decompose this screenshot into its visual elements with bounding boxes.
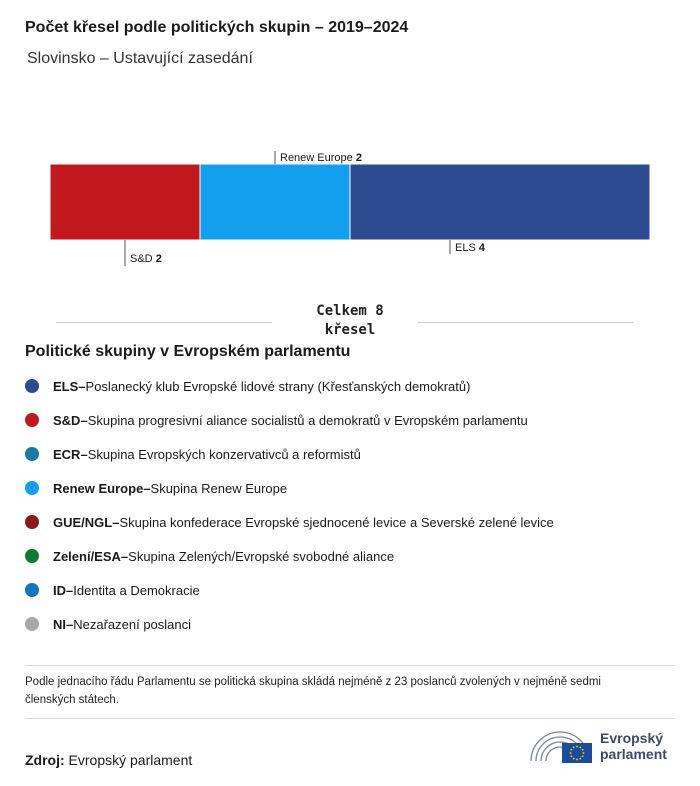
bar-segment-s-d[interactable] bbox=[50, 164, 200, 240]
legend-color-dot bbox=[25, 413, 39, 427]
legend-name: Nezařazení poslanci bbox=[73, 616, 192, 632]
bar-label-s-d: S&D 2 bbox=[130, 253, 162, 265]
european-parliament-logo[interactable] bbox=[528, 727, 667, 765]
legend-color-dot bbox=[25, 549, 39, 563]
flag-star-icon bbox=[570, 752, 572, 754]
flag-star-icon bbox=[583, 752, 585, 754]
legend-item: S&D – Skupina progresivní aliance socialistů a demokratů v Evropském parlamentu bbox=[25, 403, 554, 437]
legend-item: ELS – Poslanecký klub Evropské lidové strany (Křesťanských demokratů) bbox=[25, 369, 554, 403]
legend-color-dot bbox=[25, 515, 39, 529]
legend-abbr: ID bbox=[53, 582, 66, 598]
flag-star-icon bbox=[570, 749, 572, 751]
legend-color-dot bbox=[25, 583, 39, 597]
logo-text bbox=[600, 730, 667, 762]
divider bbox=[25, 718, 675, 719]
legend-name: Identita a Demokracie bbox=[73, 582, 200, 598]
total-seats-count: Celkem 8 bbox=[316, 303, 384, 319]
legend-abbr: ECR bbox=[53, 446, 81, 462]
legend-color-dot bbox=[25, 379, 39, 393]
flag-star-icon bbox=[579, 746, 581, 748]
legend-abbr: Zelení/ESA bbox=[53, 548, 121, 564]
legend-name: Skupina Evropských konzervativců a reformistů bbox=[87, 446, 361, 462]
flag-star-icon bbox=[576, 759, 578, 761]
legend-item: Renew Europe – Skupina Renew Europe bbox=[25, 471, 554, 505]
flag-star-icon bbox=[573, 746, 575, 748]
legend-name: Skupina Zelených/Evropské svobodné aliance bbox=[128, 548, 395, 564]
legend-item: ID – Identita a Demokracie bbox=[25, 573, 554, 607]
legend-item: GUE/NGL – Skupina konfederace Evropské sjednocené levice a Severské zelené levice bbox=[25, 505, 554, 539]
total-divider-left bbox=[56, 322, 272, 323]
bar-label-renew-europe: Renew Europe 2 bbox=[280, 152, 362, 164]
seat-bar-chart bbox=[0, 140, 700, 280]
source-label: Zdroj: bbox=[25, 752, 65, 768]
legend-name: Skupina Renew Europe bbox=[150, 480, 288, 496]
legend-title: Politické skupiny v Evropském parlamentu bbox=[25, 343, 351, 360]
logo-text-line2: parlament bbox=[600, 746, 667, 762]
source bbox=[25, 752, 192, 768]
legend-color-dot bbox=[25, 481, 39, 495]
legend-item: NI – Nezařazení poslanci bbox=[25, 607, 554, 641]
flag-star-icon bbox=[579, 758, 581, 760]
legend-abbr: ELS bbox=[53, 378, 79, 394]
bar-segment-els[interactable] bbox=[350, 164, 650, 240]
flag-star-icon bbox=[573, 758, 575, 760]
legend-abbr: Renew Europe bbox=[53, 480, 144, 496]
legend-item: Zelení/ESA – Skupina Zelených/Evropské svobodné aliance bbox=[25, 539, 554, 573]
legend-color-dot bbox=[25, 447, 39, 461]
european-parliament-hemicycle-icon bbox=[528, 727, 592, 765]
bar-segment-renew-europe[interactable] bbox=[200, 164, 350, 240]
divider bbox=[25, 665, 675, 666]
total-divider-right bbox=[418, 322, 634, 323]
logo-text-line1: Evropský bbox=[600, 730, 664, 746]
source-value: Evropský parlament bbox=[68, 752, 193, 768]
flag-star-icon bbox=[570, 755, 572, 757]
legend-item: ECR – Skupina Evropských konzervativců a reformistů bbox=[25, 437, 554, 471]
legend-abbr: GUE/NGL bbox=[53, 514, 113, 530]
legend-abbr: NI bbox=[53, 616, 66, 632]
total-seats-label bbox=[300, 302, 400, 340]
legend-abbr: S&D bbox=[53, 412, 81, 428]
footnote: Podle jednacího řádu Parlamentu se politická skupina skládá nejméně z 23 poslanců zvolených v nejméně sedmi členských státech. bbox=[25, 676, 601, 706]
bar-label-els: ELS 4 bbox=[455, 242, 485, 254]
flag-star-icon bbox=[576, 746, 578, 748]
legend-name: Skupina konfederace Evropské sjednocené levice a Severské zelené levice bbox=[119, 514, 554, 530]
legend bbox=[25, 369, 554, 641]
flag-star-icon bbox=[582, 755, 584, 757]
chart-title: Počet křesel podle politických skupin – 2019–2024 bbox=[25, 19, 409, 36]
legend-color-dot bbox=[25, 617, 39, 631]
flag-star-icon bbox=[582, 749, 584, 751]
legend-name: Poslanecký klub Evropské lidové strany (Křesťanských demokratů) bbox=[85, 378, 471, 394]
total-seats-unit: křesel bbox=[324, 322, 376, 338]
legend-name: Skupina progresivní aliance socialistů a demokratů v Evropském parlamentu bbox=[87, 412, 528, 428]
chart-subtitle: Slovinsko – Ustavující zasedání bbox=[27, 50, 253, 67]
